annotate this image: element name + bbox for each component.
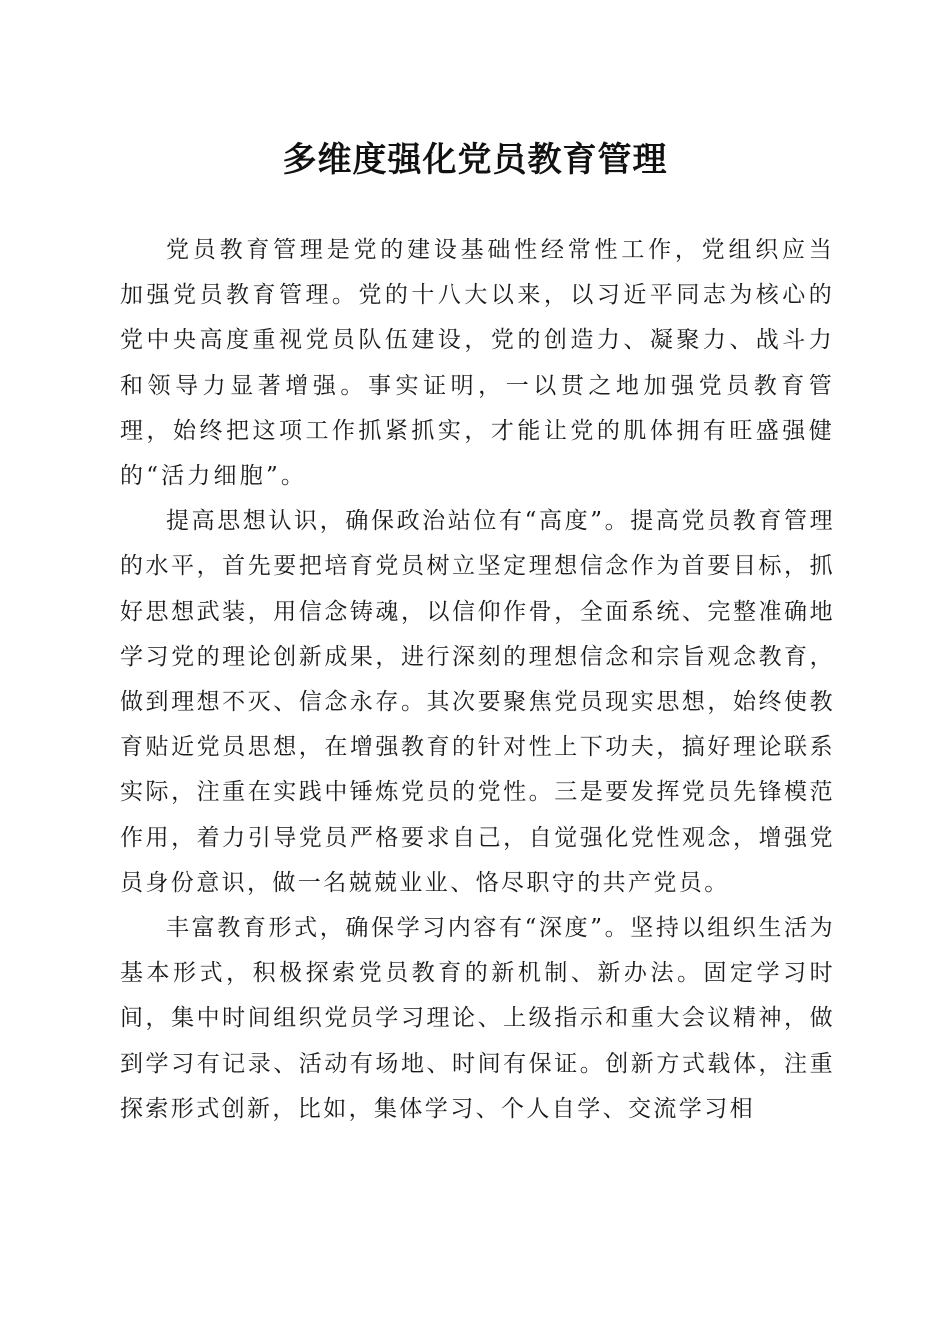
document-title: 多维度强化党员教育管理 [282, 140, 668, 180]
document-body [120, 228, 835, 1132]
paragraph-education-forms: 丰富教育形式，确保学习内容有“深度”。坚持以组织生活为基本形式，积极探索党员教育的新机制、新办法。固定学习时间，集中时间组织党员学习理论、上级指示和重大会议精神，做到学习有记录、活动有场地、时间有保证。创新方式载体，注重探索形式创新，比如，集体学习、个人自学、交流学习相 [120, 915, 835, 1122]
paragraph-ideology: 提高思想认识，确保政治站位有“高度”。提高党员教育管理的水平，首先要把培育党员树立坚定理想信念作为首要目标，抓好思想武装，用信念铸魂，以信仰作骨，全面系统、完整准确地学习党的理论创新成果，进行深刻的理想信念和宗旨观念教育，做到理想不灭、信念永存。其次要聚焦党员现实思想，始终使教育贴近党员思想，在增强教育的针对性上下功夫，搞好理论联系实际，注重在实践中锤炼党员的党性。三是要发挥党员先锋模范作用，着力引导党员严格要求自己，自觉强化党性观念，增强党员身份意识，做一名兢兢业业、恪尽职守的共产党员。 [120, 508, 835, 896]
paragraph-intro: 党员教育管理是党的建设基础性经常性工作，党组织应当加强党员教育管理。党的十八大以来，以习近平同志为核心的党中央高度重视党员队伍建设，党的创造力、凝聚力、战斗力和领导力显著增强。事实证明，一以贯之地加强党员教育管理，始终把这项工作抓紧抓实，才能让党的肌体拥有旺盛强健的“活力细胞”。 [120, 237, 835, 490]
